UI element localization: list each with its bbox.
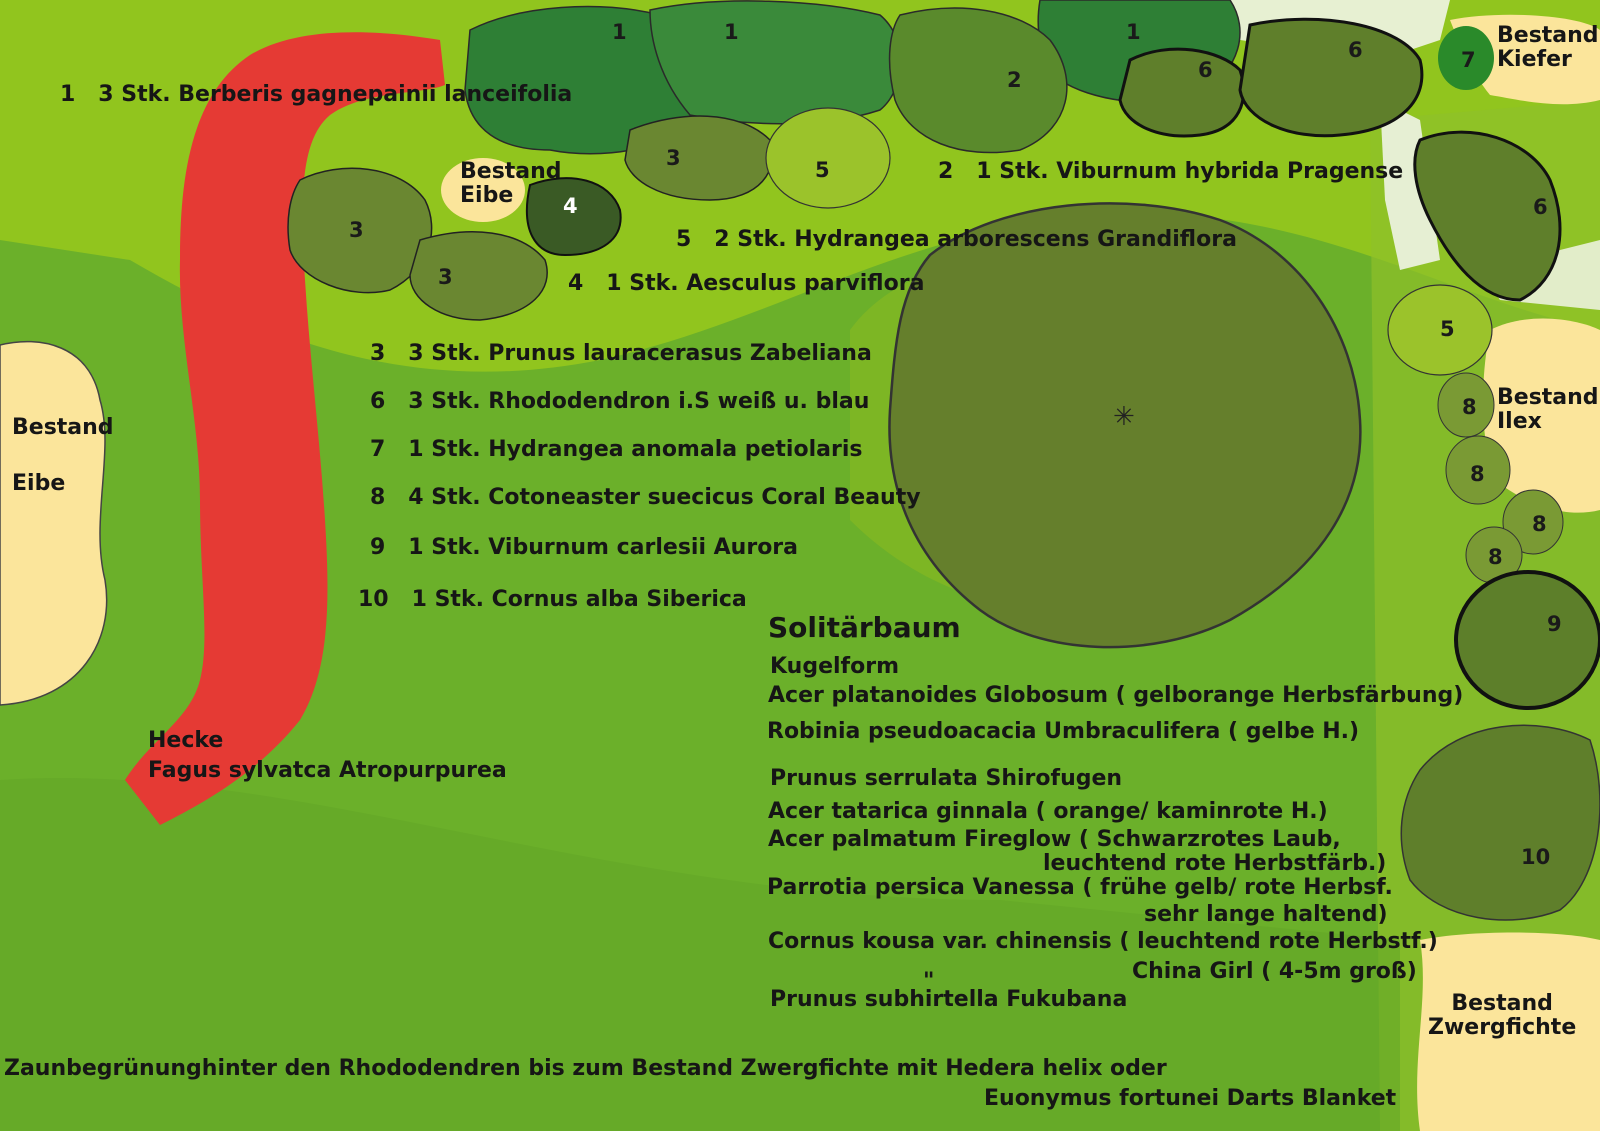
- plan-number: 3: [666, 146, 681, 170]
- solitary-option: Kugelform: [770, 654, 899, 679]
- plan-number: 6: [1348, 38, 1363, 62]
- solitary-option: sehr lange haltend): [1144, 902, 1388, 927]
- plant-list-item: 9 1 Stk. Viburnum carlesii Aurora: [370, 535, 799, 560]
- plant-list-item: 1 3 Stk. Berberis gagnepainii lanceifolia: [60, 82, 573, 107]
- shrub-9: [1456, 572, 1600, 708]
- existing-yew-top-label: Bestand Eibe: [460, 159, 562, 208]
- plan-number: 1: [724, 20, 739, 44]
- ditto-mark: ": [923, 969, 935, 994]
- plant-list-item: 6 3 Stk. Rhododendron i.S weiß u. blau: [370, 389, 870, 414]
- plan-number: 8: [1532, 512, 1547, 536]
- plan-number: 5: [1440, 317, 1455, 341]
- shrub-6b: [1240, 19, 1422, 136]
- existing-yew-left: [0, 342, 107, 705]
- plan-number: 10: [1521, 845, 1551, 869]
- solitary-option: Prunus subhirtella Fukubana: [770, 987, 1128, 1012]
- solitary-option: Robinia pseudoacacia Umbraculifera ( gelbe H.): [767, 719, 1360, 744]
- existing-holly-label: Bestand Ilex: [1497, 385, 1599, 434]
- plan-number: 5: [815, 158, 830, 182]
- solitary-tree-title: Solitärbaum: [768, 611, 961, 644]
- shrub-3c: [410, 232, 547, 320]
- plan-number: 3: [349, 218, 364, 242]
- solitary-option: Acer platanoides Globosum ( gelborange Herbsfärbung): [768, 683, 1464, 708]
- plan-number: 7: [1461, 48, 1476, 72]
- plant-list-item: 2 1 Stk. Viburnum hybrida Pragense: [938, 159, 1404, 184]
- solitary-option: Acer tatarica ginnala ( orange/ kaminrote H.): [768, 799, 1328, 824]
- plant-list-item: 8 4 Stk. Cotoneaster suecicus Coral Beauty: [370, 485, 921, 510]
- plant-list-item: 7 1 Stk. Hydrangea anomala petiolaris: [370, 437, 863, 462]
- solitary-option: Prunus serrulata Shirofugen: [770, 766, 1123, 791]
- plan-number: 1: [612, 20, 627, 44]
- plant-list-item: 5 2 Stk. Hydrangea arborescens Grandiflora: [676, 227, 1237, 252]
- plan-number: 6: [1533, 195, 1548, 219]
- solitary-option: leuchtend rote Herbstfärb.): [1043, 851, 1387, 876]
- plan-number: 1: [1126, 20, 1141, 44]
- solitary-option: Parrotia persica Vanessa ( frühe gelb/ rote Herbsf.: [767, 875, 1393, 900]
- hedge-label: Hecke Fagus sylvatca Atropurpurea: [148, 728, 507, 783]
- plant-list-item: 4 1 Stk. Aesculus parviflora: [568, 271, 925, 296]
- shrub-1b: [650, 1, 901, 124]
- existing-yew-left-label: Bestand Eibe: [12, 415, 114, 496]
- plan-number: 8: [1488, 545, 1503, 569]
- shrub-6a: [1120, 49, 1244, 136]
- tree-center-mark: ✳: [1113, 402, 1135, 432]
- plan-number: 9: [1547, 612, 1562, 636]
- plant-list-item: 10 1 Stk. Cornus alba Siberica: [358, 587, 747, 612]
- plan-number: 8: [1470, 462, 1485, 486]
- solitary-option: Acer palmatum Fireglow ( Schwarzrotes Laub,: [768, 827, 1341, 852]
- existing-dwarf-spruce-label: Bestand Zwergfichte: [1428, 991, 1577, 1040]
- plan-number: 3: [438, 265, 453, 289]
- plan-number: 2: [1007, 68, 1022, 92]
- solitary-option: China Girl ( 4-5m groß): [1132, 959, 1417, 984]
- existing-pine-label: Bestand Kiefer: [1497, 23, 1599, 72]
- plan-number: 8: [1462, 395, 1477, 419]
- solitary-option: Cornus kousa var. chinensis ( leuchtend rote Herbstf.): [768, 929, 1438, 954]
- plant-list-item: 3 3 Stk. Prunus lauracerasus Zabeliana: [370, 341, 872, 366]
- fence-note-line-1: Zaunbegrünunghinter den Rhododendren bis zum Bestand Zwergfichte mit Hedera helix oder: [4, 1056, 1167, 1081]
- plan-number: 4: [563, 194, 578, 218]
- plan-number: 6: [1198, 58, 1213, 82]
- fence-note-line-2: Euonymus fortunei Darts Blanket: [984, 1086, 1397, 1111]
